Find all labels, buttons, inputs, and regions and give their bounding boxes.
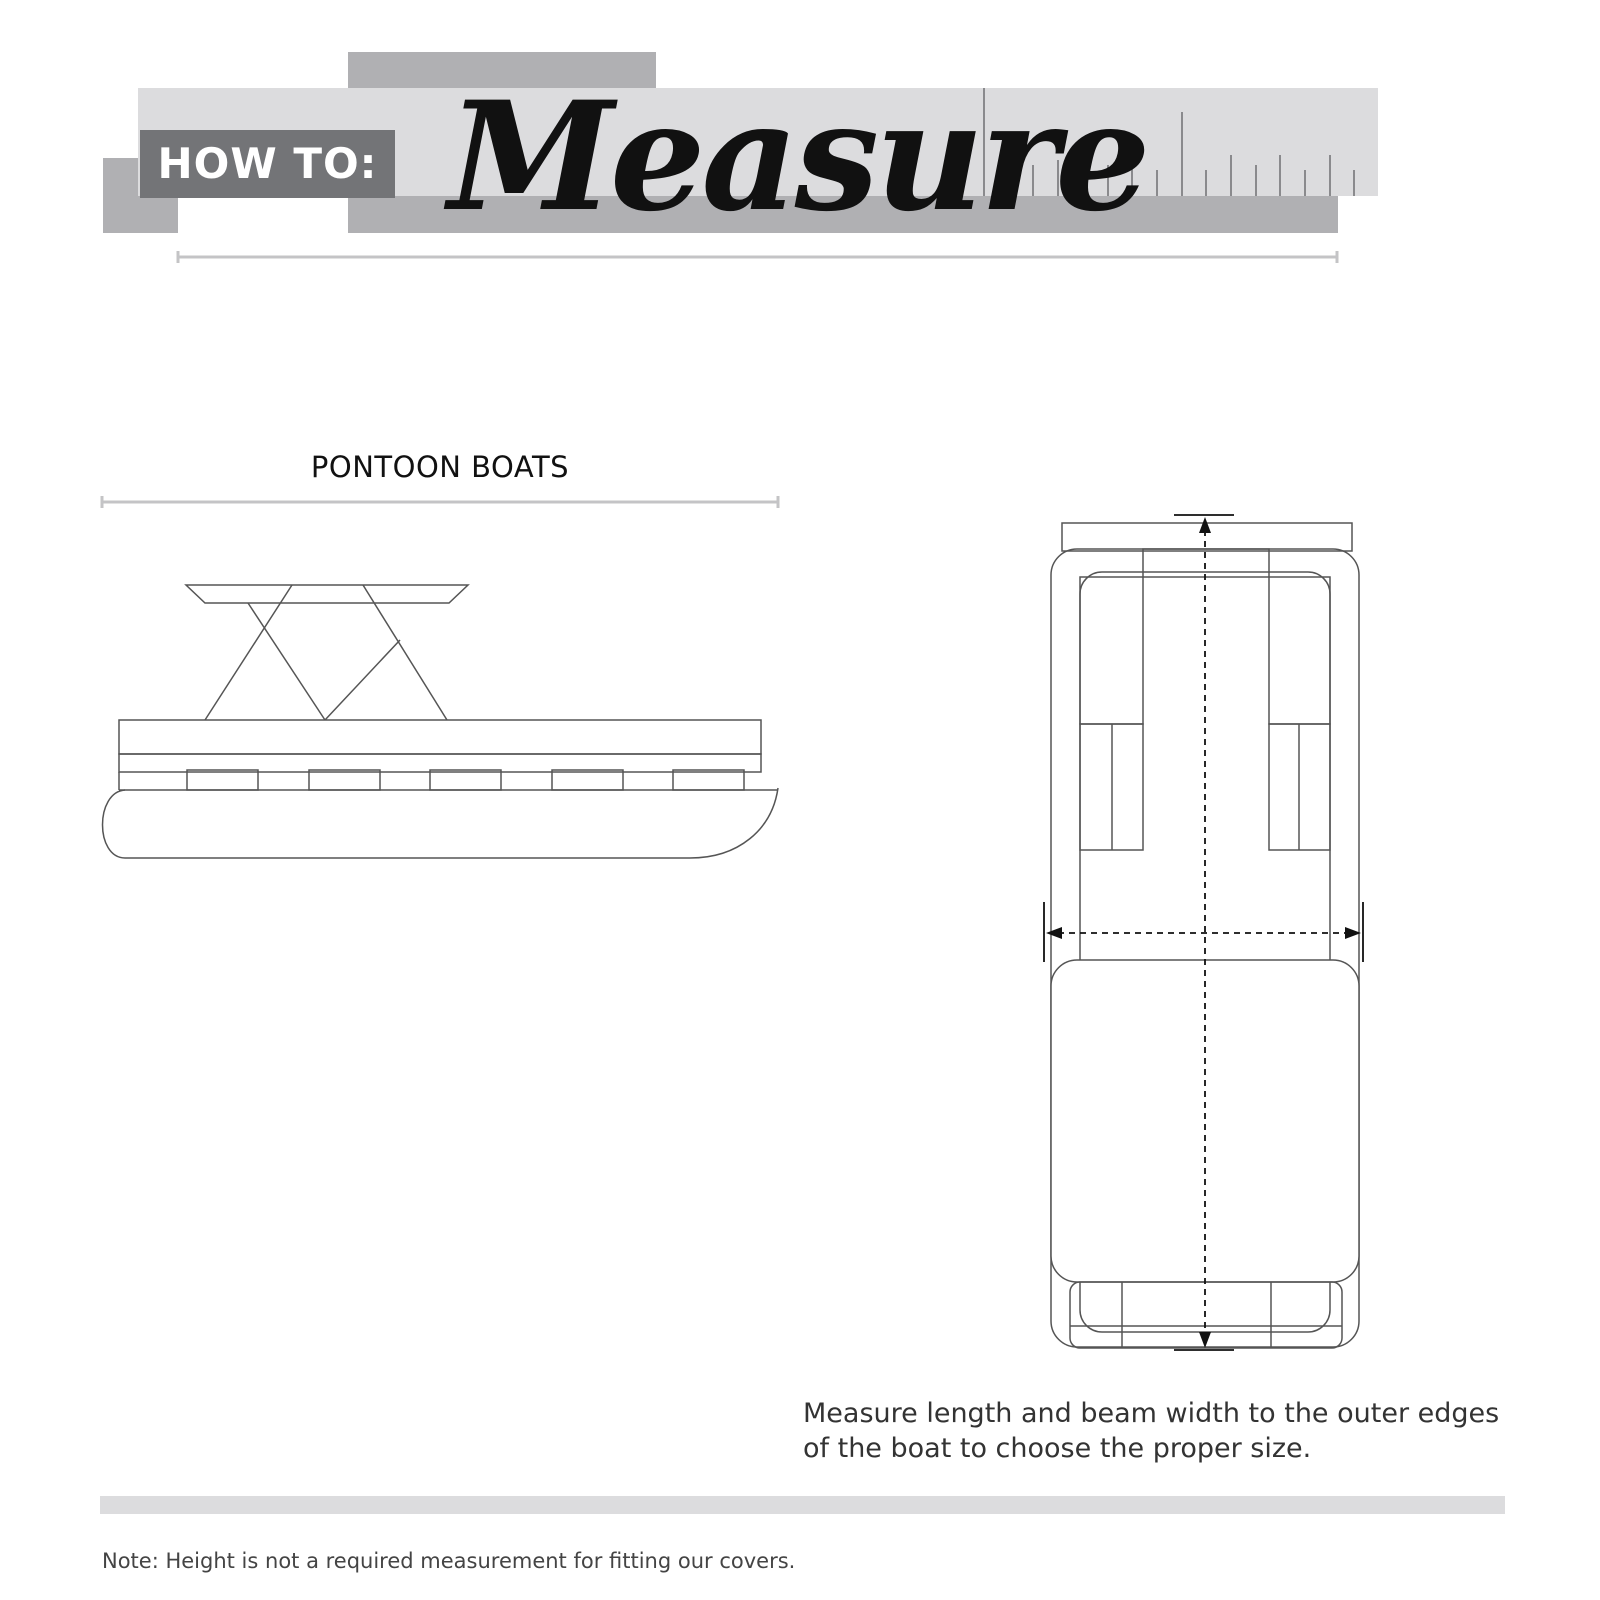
page-title: Measure (448, 69, 1147, 245)
instruction-text: Measure length and beam width to the outer edges of the boat to choose the proper size. (803, 1398, 1500, 1464)
section-title: PONTOON BOATS (310, 450, 570, 484)
footer-note: Note: Height is not a required measurement for fitting our covers. (102, 1549, 796, 1573)
how-to-label: HOW TO: (140, 130, 395, 198)
beam-arrow-icon (1044, 902, 1363, 962)
footer-divider (100, 1496, 1505, 1514)
